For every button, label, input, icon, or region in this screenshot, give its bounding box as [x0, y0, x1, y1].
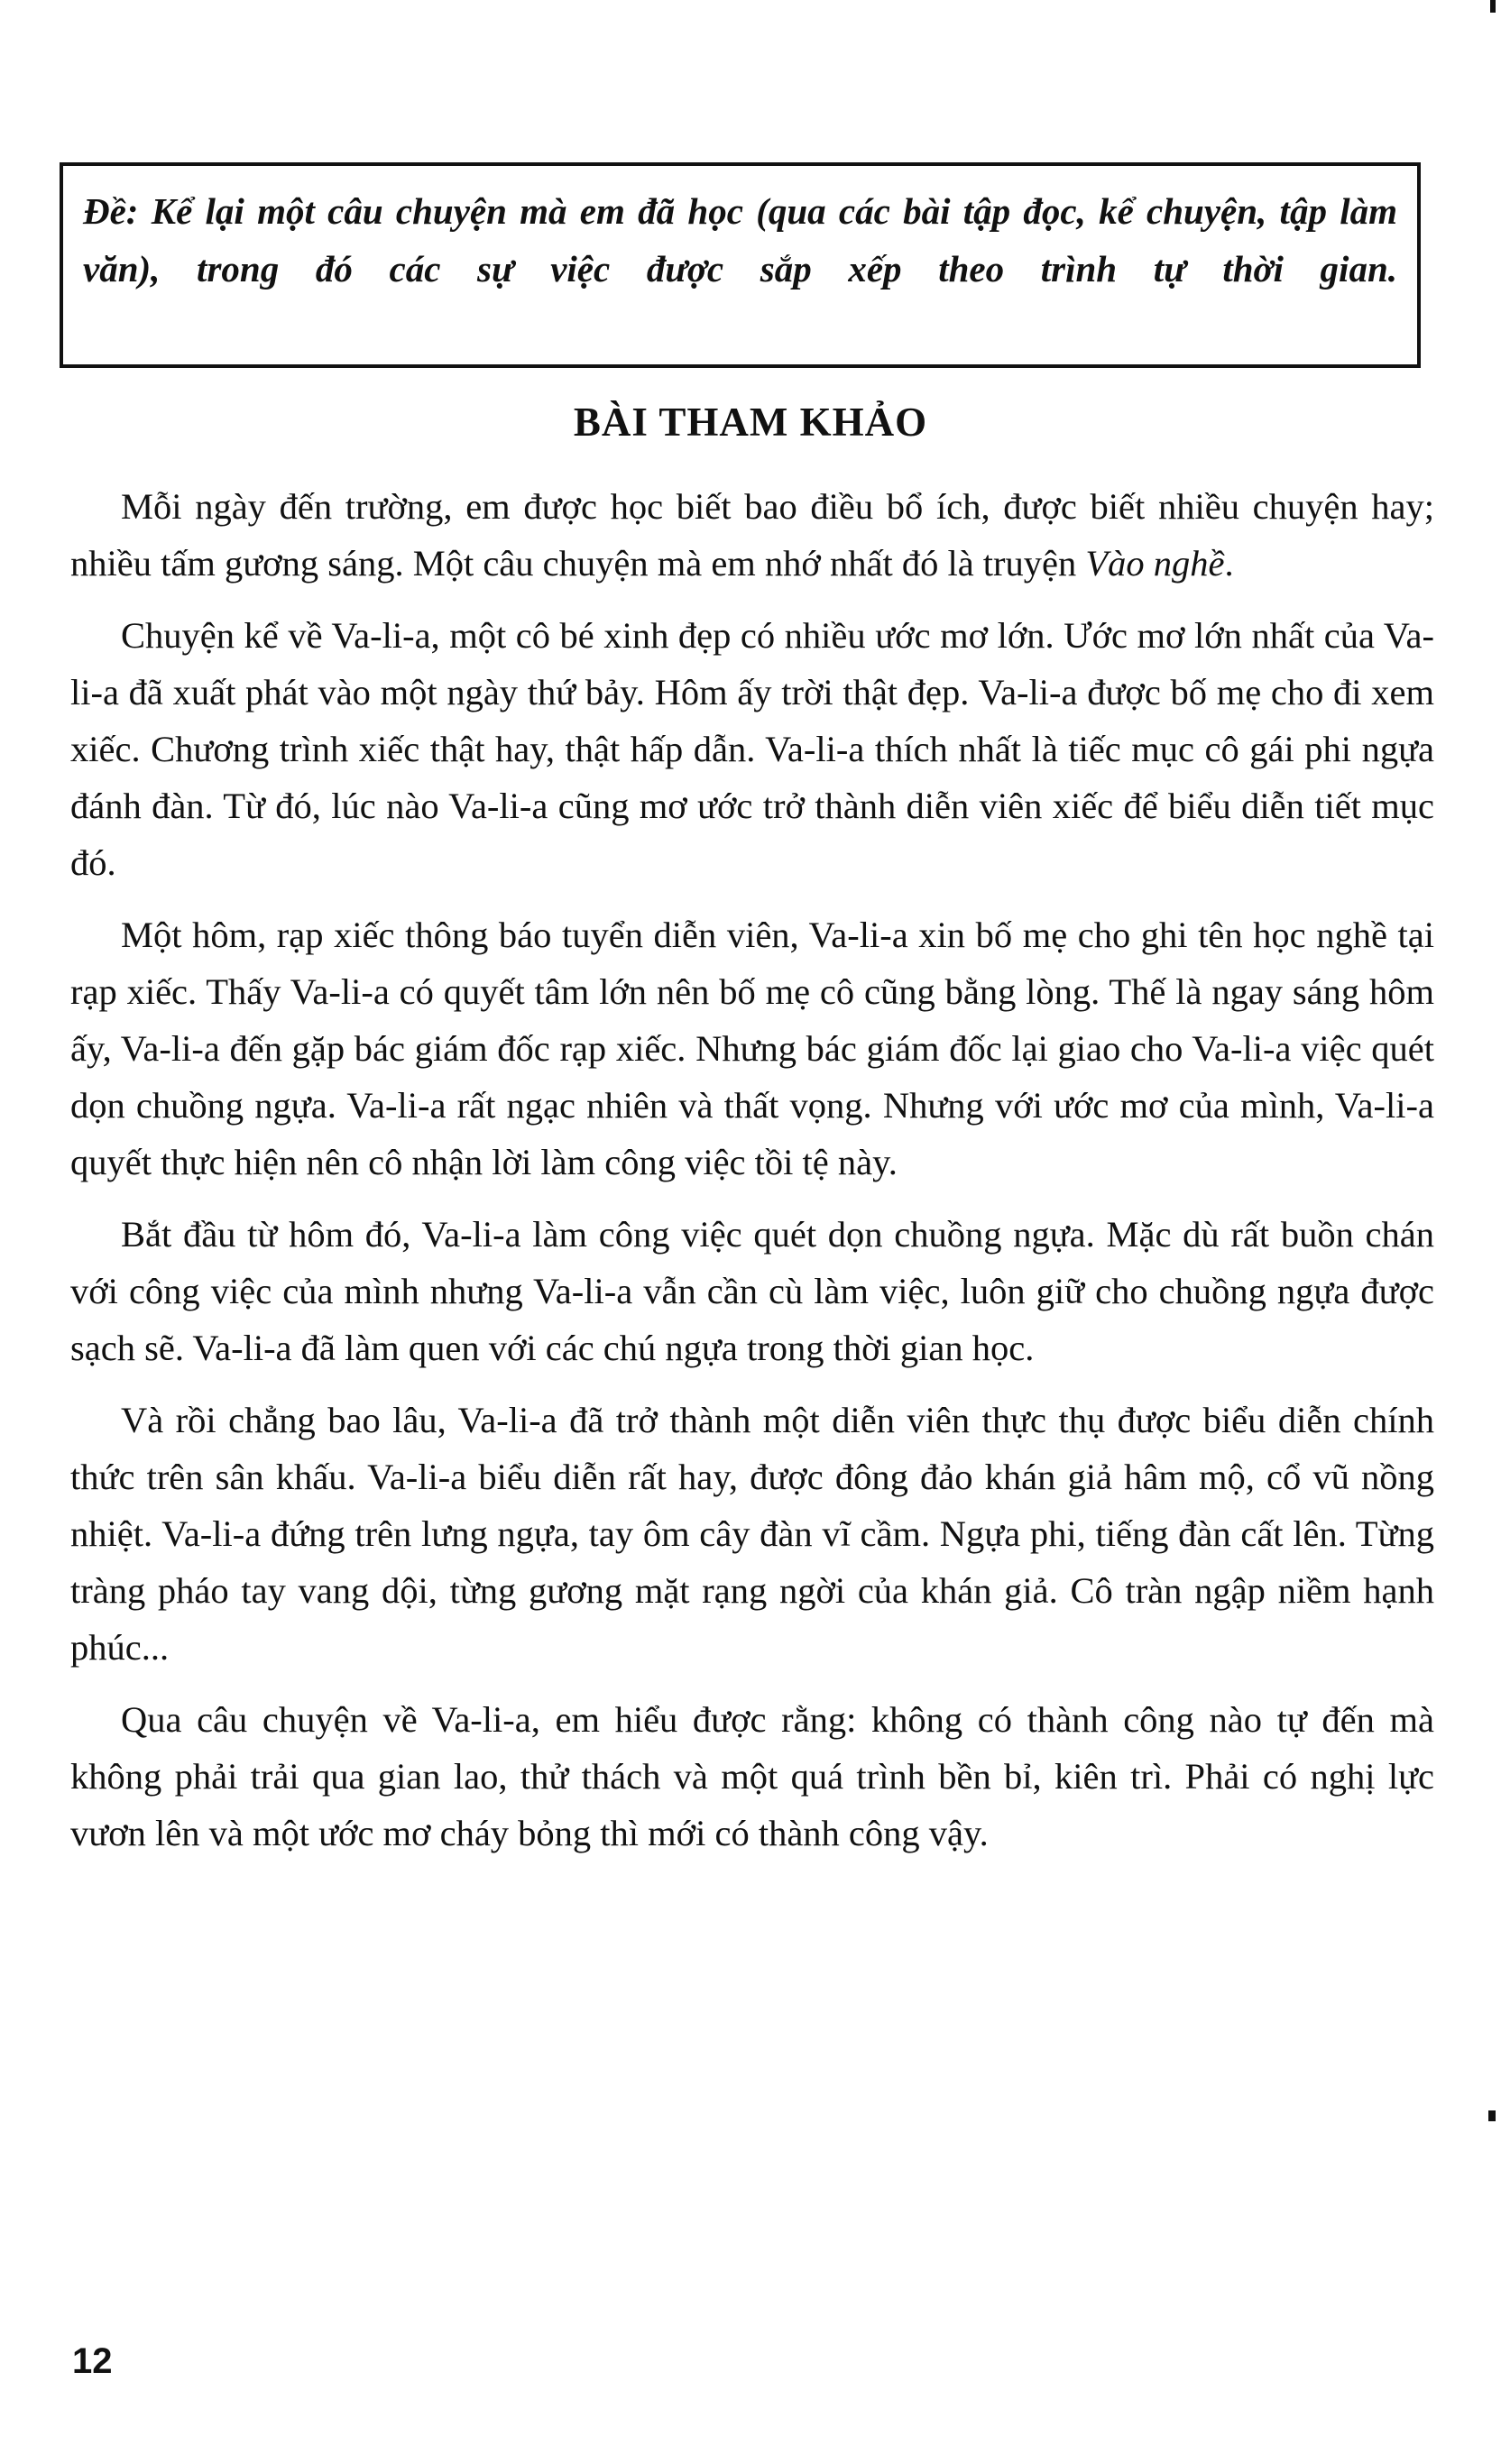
topic-text: Kể lại một câu chuyện mà em đã học (qua các bài tập đọc, kể chuyện, tập làm văn), trong đó các sự việc được sắp xếp theo trình tự thời gian.	[83, 190, 1397, 290]
essay-paragraph-2: Chuyện kể về Va-li-a, một cô bé xinh đẹp có nhiều ước mơ lớn. Ước mơ lớn nhất của Va-li-a đã xuất phát vào một ngày thứ bảy. Hôm ấy trời thật đẹp. Va-li-a được bố mẹ cho đi xem xiếc. Chương trình xiếc thật hay, thật hấp dẫn. Va-li-a thích nhất là tiếc mục cô gái phi ngựa đánh đàn. Từ đó, lúc nào Va-li-a cũng mơ ước trở thành diễn viên xiếc để biểu diễn tiết mục đó.	[70, 615, 1434, 883]
page-corner-mark	[1490, 0, 1496, 13]
essay-paragraph-1-end: .	[1224, 543, 1234, 584]
essay-paragraph-3: Một hôm, rạp xiếc thông báo tuyển diễn viên, Va-li-a xin bố mẹ cho ghi tên học nghề tại rạp xiếc. Thấy Va-li-a có quyết tâm lớn nên bố mẹ cô cũng bằng lòng. Thế là ngay sáng hôm ấy, Va-li-a đến gặp bác giám đốc rạp xiếc. Nhưng bác giám đốc lại giao cho Va-li-a việc quét dọn chuồng ngựa. Va-li-a rất ngạc nhiên và thất vọng. Nhưng với ước mơ của mình, Va-li-a quyết thực hiện nên cô nhận lời làm công việc tồi tệ này.	[70, 915, 1434, 1182]
essay-paragraph-5: Và rồi chẳng bao lâu, Va-li-a đã trở thành một diễn viên thực thụ được biểu diễn chính thức trên sân khấu. Va-li-a biểu diễn rất hay, được đông đảo khán giả hâm mộ, cổ vũ nồng nhiệt. Va-li-a đứng trên lưng ngựa, tay ôm cây đàn vĩ cầm. Ngựa phi, tiếng đàn cất lên. Từng tràng pháo tay vang dội, từng gương mặt rạng ngời của khán giả. Cô tràn ngập niềm hạnh phúc...	[70, 1400, 1434, 1668]
assignment-topic-box	[60, 162, 1421, 368]
page-number: 12	[72, 2341, 113, 2381]
reference-essay-body	[70, 478, 1434, 1877]
page-edge-mark	[1488, 2110, 1496, 2121]
topic-label: Đề:	[83, 190, 139, 232]
essay-paragraph-4: Bắt đầu từ hôm đó, Va-li-a làm công việc quét dọn chuồng ngựa. Mặc dù rất buồn chán với công việc của mình nhưng Va-li-a vẫn cần cù làm việc, luôn giữ cho chuồng ngựa được sạch sẽ. Va-li-a đã làm quen với các chú ngựa trong thời gian học.	[70, 1214, 1434, 1368]
story-title: Vào nghề	[1085, 543, 1225, 584]
essay-paragraph-1-text: Mỗi ngày đến trường, em được học biết bao điều bổ ích, được biết nhiều chuyện hay; nhiều tấm gương sáng. Một câu chuyện mà em nhớ nhất đó là truyện	[70, 486, 1434, 584]
reference-essay-title: BÀI THAM KHẢO	[573, 400, 928, 445]
essay-paragraph-1	[70, 478, 1434, 592]
essay-paragraph-6: Qua câu chuyện về Va-li-a, em hiểu được rằng: không có thành công nào tự đến mà không phải trải qua gian lao, thử thách và một quá trình bền bỉ, kiên trì. Phải có nghị lực vươn lên và một ước mơ cháy bỏng thì mới có thành công vậy.	[70, 1699, 1434, 1853]
